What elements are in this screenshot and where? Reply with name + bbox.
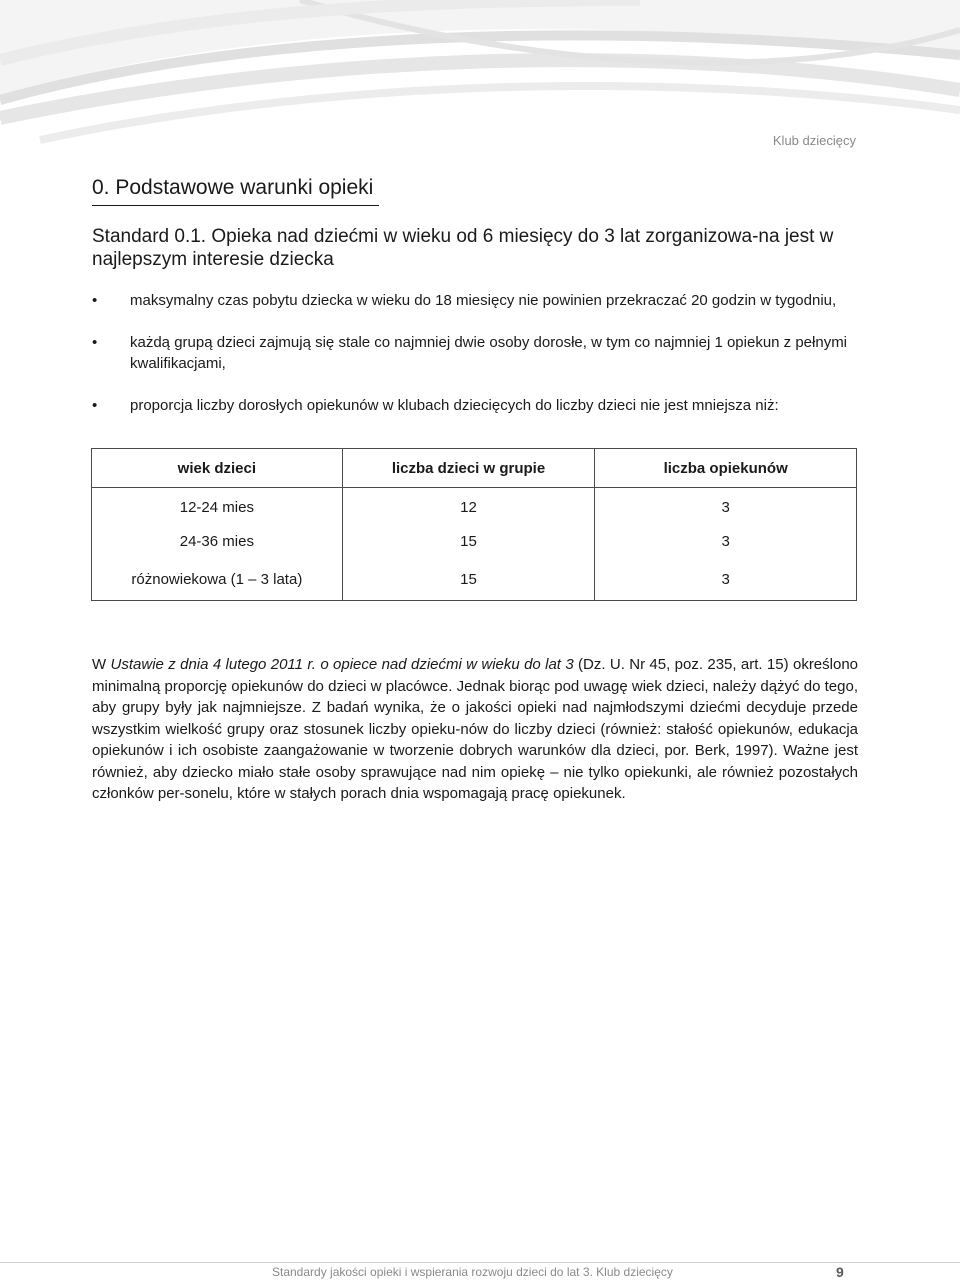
table-cell: 12-24 mies xyxy=(92,488,343,525)
footer-divider xyxy=(0,1262,960,1263)
table-cell: 24-36 mies xyxy=(92,524,343,558)
requirements-list xyxy=(92,290,862,416)
table-row xyxy=(92,524,857,558)
table-cell: 15 xyxy=(342,524,595,558)
column-header-caregivers: liczba opiekunów xyxy=(595,449,857,488)
law-title: Ustawie z dnia 4 lutego 2011 r. o opiece nad dziećmi w wieku do lat 3 xyxy=(110,656,574,673)
standard-title: Standard 0.1. Opieka nad dziećmi w wieku od 6 miesięcy do 3 lat zorganizowa-na jest w najlepszym interesie dziecka xyxy=(92,226,834,270)
list-item xyxy=(92,290,862,311)
table-cell: 3 xyxy=(595,488,857,525)
page-number: 9 xyxy=(836,1264,844,1280)
body-paragraph xyxy=(92,654,858,805)
caregiver-ratio-table xyxy=(91,448,857,601)
bullet-marker: • xyxy=(92,334,98,351)
table-row xyxy=(92,558,857,601)
paragraph-text: (Dz. U. Nr 45, poz. 235, art. 15) określono minimalną proporcję opiekunów do dzieci w placówce. Jednak biorąc pod uwagę wiek dzieci, należy dążyć do tego, aby grupy były jak najmniejsze. Z badań wynika, że o jakości opieki nad najmłodszymi dziećmi decyduje przede wszystkim wielkość grupy oraz stosunek liczby opieku-nów do liczby dzieci (również: stałość opiekunów, edukacja opiekunów i ich osobiste zaangażowanie w tworzenie dobrych warunków dla dzieci, por. Berk, 1997). Ważne jest również, aby dziecko miało stałe osoby sprawujące nad nim opiekę – nie tylko opiekunki, ale również pozostałych członków per-sonelu, które w stałych porach dnia wspomagają pracę opiekunek. xyxy=(92,656,859,802)
table-cell: różnowiekowa (1 – 3 lata) xyxy=(92,558,343,601)
bullet-marker: • xyxy=(92,397,98,414)
table-cell: 3 xyxy=(595,524,857,558)
list-item xyxy=(92,395,862,416)
list-item-text: maksymalny czas pobytu dziecka w wieku do 18 miesięcy nie powinien przekraczać 20 godzin w tygodniu, xyxy=(130,292,837,309)
running-header: Klub dziecięcy xyxy=(772,133,856,148)
footer-title: Standardy jakości opieki i wspierania rozwoju dzieci do lat 3. Klub dziecięcy xyxy=(272,1265,673,1279)
bullet-marker: • xyxy=(92,292,98,309)
column-header-children: liczba dzieci w grupie xyxy=(342,449,595,488)
list-item-text: proporcja liczby dorosłych opiekunów w klubach dziecięcych do liczby dzieci nie jest mniejsza niż: xyxy=(130,397,779,414)
table-cell: 15 xyxy=(342,558,595,601)
column-header-age: wiek dzieci xyxy=(92,449,343,488)
table-row xyxy=(92,488,857,525)
paragraph-text: W xyxy=(92,656,111,673)
table-cell: 3 xyxy=(595,558,857,601)
table-header-row xyxy=(92,449,857,488)
list-item-text: każdą grupą dzieci zajmują się stale co najmniej dwie osoby dorosłe, w tym co najmniej 1 opiekun z pełnymi kwalifikacjami, xyxy=(130,334,848,372)
table-cell: 12 xyxy=(342,488,595,525)
chapter-title: 0. Podstawowe warunki opieki xyxy=(92,176,379,206)
list-item xyxy=(92,332,862,374)
